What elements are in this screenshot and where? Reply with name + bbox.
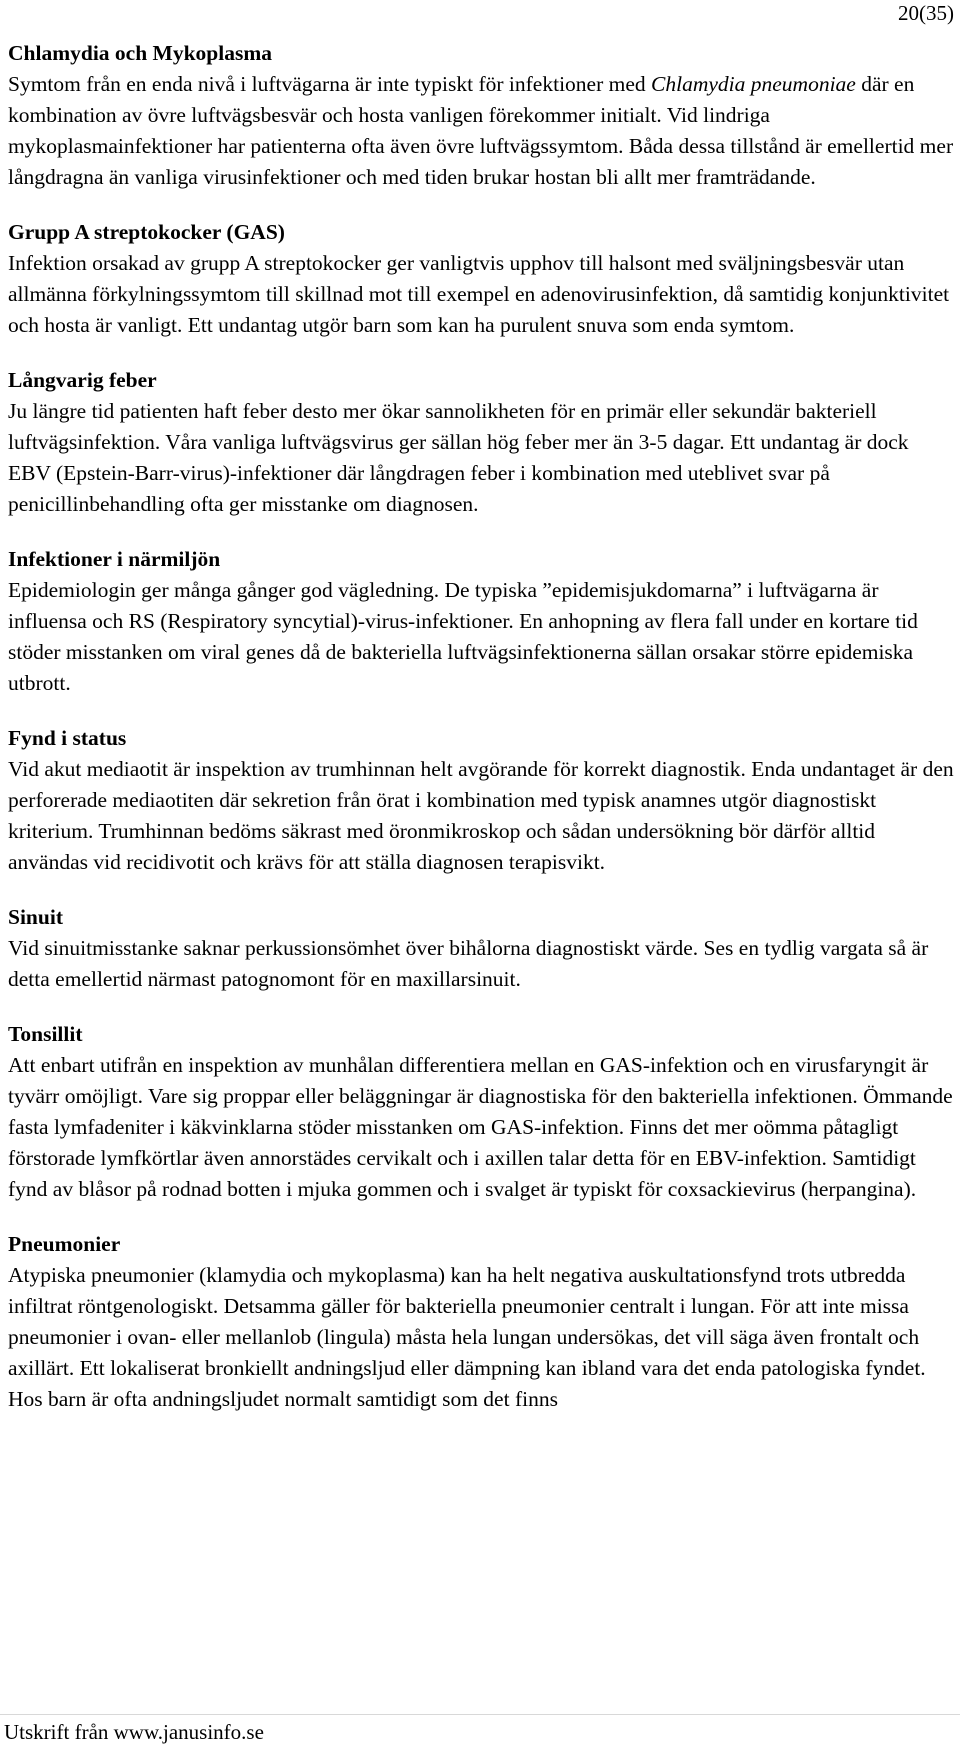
- section-body: [8, 69, 956, 193]
- section-chlamydia-mykoplasma: [8, 38, 956, 193]
- section-body: Atypiska pneumonier (klamydia och mykoplasma) kan ha helt negativa auskultationsfynd trots utbredda infiltrat röntgenologiskt. Detsamma gäller för bakteriella pneumonier centralt i lungan. För att inte missa pneumonier i ovan- eller mellanlob (lingula) måsta hela lungan undersökas, det vill säga även frontalt och axillärt. Ett lokaliserat bronkiellt andningsljud eller dämpning kan ibland vara det enda patologiska fyndet. Hos barn är ofta andningsljudet normalt samtidigt som det finns: [8, 1263, 926, 1411]
- section-heading: Chlamydia och Mykoplasma: [8, 41, 273, 65]
- section-pneumonier: [8, 1229, 956, 1415]
- section-body: Infektion orsakad av grupp A streptokocker ger vanligtvis upphov till halsont med sväljningsbesvär utan allmänna förkylningssymtom till skillnad mot till exempel en adenovirusinfektion, då samtidig konjunktivitet och hosta är vanligt. Ett undantag utgör barn som kan ha purulent snuva som enda symtom.: [8, 251, 950, 337]
- section-heading: Grupp A streptokocker (GAS): [8, 220, 285, 244]
- footer-divider: [0, 1714, 960, 1715]
- body-text: där en kombination av övre luftvägsbesvär och hosta vanligen förekommer initialt. Vid lindriga mykoplasmainfektioner har patienterna ofta även övre luftvägssymtom. Båda dessa tillstånd är emellertid mer långdragna än vanliga virusinfektioner och med tiden brukar hostan bli allt mer framträdande.: [8, 72, 954, 189]
- section-heading: Sinuit: [8, 905, 63, 929]
- section-heading: Pneumonier: [8, 1232, 121, 1256]
- section-fynd-i-status: [8, 723, 956, 878]
- species-name: Chlamydia pneumoniae: [651, 72, 856, 96]
- section-body: Ju längre tid patienten haft feber desto mer ökar sannolikheten för en primär eller sekundär bakteriell luftvägsinfektion. Våra vanliga luftvägsvirus ger sällan hög feber mer än 3-5 dagar. Ett undantag är dock EBV (Epstein-Barr-virus)-infektioner där långdragen feber i kombination med uteblivet svar på penicillinbehandling ofta ger misstanke om diagnosen.: [8, 399, 909, 516]
- section-heading: Tonsillit: [8, 1022, 83, 1046]
- body-text: Symtom från en enda nivå i luftvägarna är inte typiskt för infektioner med: [8, 72, 652, 96]
- section-sinuit: [8, 902, 956, 995]
- section-infektioner-i-narmiljon: [8, 544, 956, 699]
- section-body: Vid akut mediaotit är inspektion av trumhinnan helt avgörande för korrekt diagnostik. Enda undantaget är den perforerade mediaotiten där sekretion från örat i kombination med typisk anamnes utgör diagnostiskt kriterium. Trumhinnan bedöms säkrast med öronmikroskop och sådan undersökning bör därför alltid användas vid recidivotit och krävs för att ställa diagnosen terapisvikt.: [8, 757, 954, 874]
- document-content: [8, 38, 956, 1439]
- section-body: Vid sinuitmisstanke saknar perkussionsömhet över bihålorna diagnostiskt värde. Ses en tydlig vargata så är detta emellertid närmast patognomont för en maxillarsinuit.: [8, 936, 929, 991]
- section-body: Epidemiologin ger många gånger god vägledning. De typiska ”epidemisjukdomarna” i luftvägarna är influensa och RS (Respiratory syncytial)-virus-infektioner. En anhopning av flera fall under en kortare tid stöder misstanken om viral genes då de bakteriella luftvägsinfektionerna sällan orsakar större epidemiska utbrott.: [8, 578, 918, 695]
- section-body: Att enbart utifrån en inspektion av munhålan differentiera mellan en GAS-infektion och en virusfaryngit är tyvärr omöjligt. Vare sig proppar eller beläggningar är diagnostiska för den bakteriella infektionen. Ömmande fasta lymfadeniter i käkvinklarna stöder misstanken om GAS-infektion. Finns det mer oömma påtagligt förstorade lymfkörtlar även annorstädes cervikalt och i axillen talar detta för en EBV-infektion. Samtidigt fynd av blåsor på rodnad botten i mjuka gommen och i svalget är typiskt för coxsackievirus (herpangina).: [8, 1053, 953, 1201]
- footer-text: Utskrift från www.janusinfo.se: [4, 1720, 264, 1744]
- page-number: 20(35): [898, 1, 954, 25]
- section-heading: Infektioner i närmiljön: [8, 547, 221, 571]
- section-langvarig-feber: [8, 365, 956, 520]
- section-tonsillit: [8, 1019, 956, 1205]
- section-grupp-a-streptokocker: [8, 217, 956, 341]
- section-heading: Fynd i status: [8, 726, 127, 750]
- section-heading: Långvarig feber: [8, 368, 157, 392]
